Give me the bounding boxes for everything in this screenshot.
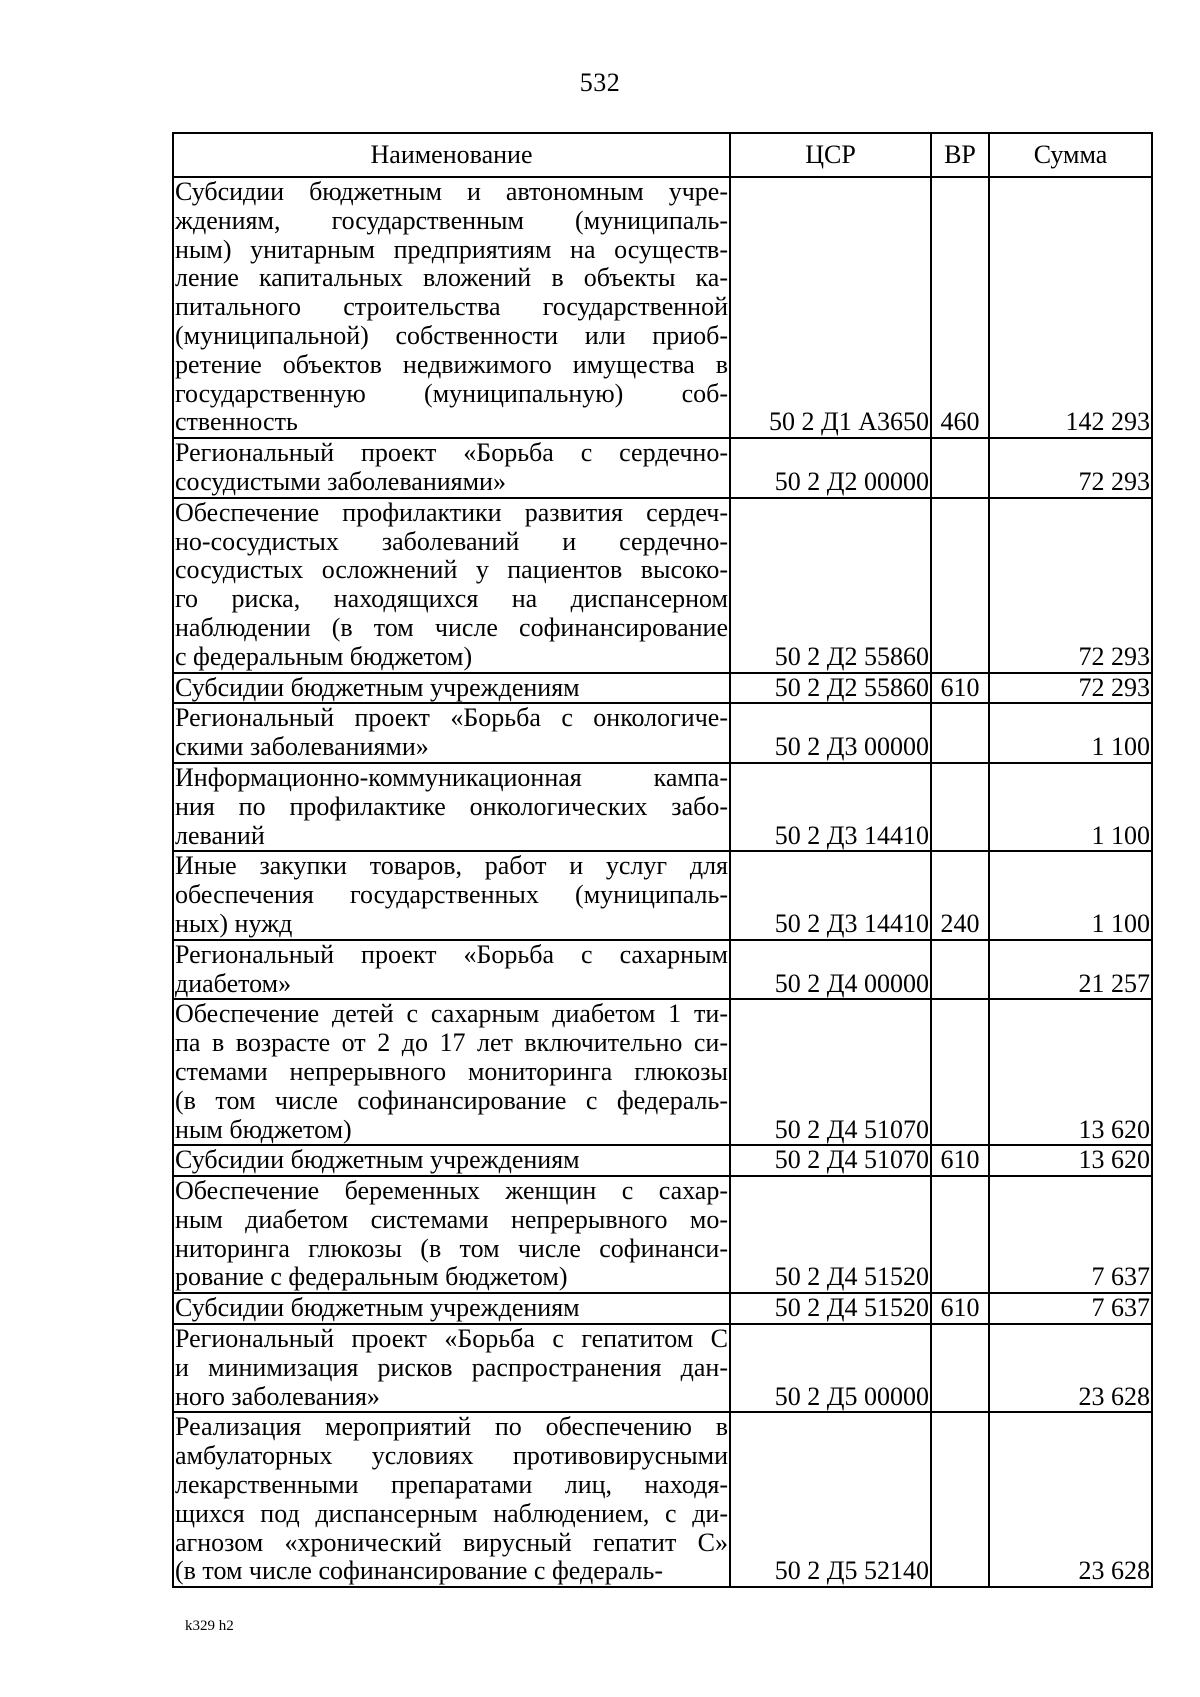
- row-vr-cell: [931, 438, 989, 498]
- row-name-line: питального строительства государственной: [175, 292, 728, 322]
- row-csr-cell: 50 2 Д2 55860: [730, 673, 931, 704]
- row-sum-cell: 23 628: [989, 1412, 1152, 1587]
- row-name-line: Субсидии бюджетным и автономным учре-: [175, 177, 728, 206]
- row-sum-cell: 142 293: [989, 177, 1152, 438]
- row-name-cell: [173, 999, 730, 1145]
- row-name-line: с федеральным бюджетом): [175, 641, 473, 671]
- row-csr-cell: 50 2 Д4 51520: [730, 1293, 931, 1324]
- row-csr-cell: 50 2 Д5 52140: [730, 1412, 931, 1587]
- row-name-line: ного заболевания»: [175, 1381, 380, 1411]
- row-vr-cell: 240: [931, 851, 989, 939]
- row-csr-cell: 50 2 Д4 51070: [730, 999, 931, 1145]
- row-name-line: ственность: [175, 407, 298, 437]
- row-csr-cell: 50 2 Д5 00000: [730, 1324, 931, 1412]
- row-vr-cell: 610: [931, 1293, 989, 1324]
- row-name-line: щихся под диспансерным наблюдением, с ди-: [175, 1498, 728, 1528]
- row-name-line: ных) нужд: [175, 908, 293, 938]
- row-name-line: ниторинга глюкозы (в том числе софинанси-: [175, 1233, 728, 1263]
- row-sum-cell: 13 620: [989, 999, 1152, 1145]
- row-name-line: Региональный проект «Борьба с гепатитом С: [175, 1324, 728, 1354]
- table-row: [173, 851, 1152, 939]
- row-name-line: Информационно-коммуникационная кампа-: [175, 762, 728, 792]
- table-row: [173, 763, 1152, 851]
- table-row: [173, 1176, 1152, 1293]
- row-name-cell: [173, 498, 730, 673]
- row-name-cell: [173, 1324, 730, 1412]
- row-name-line: стемами непрерывного мониторинга глюкозы: [175, 1056, 728, 1086]
- table-header-row: [173, 133, 1152, 177]
- row-name-line: ление капитальных вложений в объекты ка-: [175, 263, 728, 293]
- row-sum-cell: 72 293: [989, 673, 1152, 704]
- row-name-line: (в том числе софинансирование с федераль-: [175, 1085, 728, 1115]
- row-csr-cell: 50 2 Д4 51070: [730, 1145, 931, 1176]
- row-csr-cell: 50 2 Д2 55860: [730, 498, 931, 673]
- row-sum-cell: 23 628: [989, 1324, 1152, 1412]
- row-name-line: (в том числе софинансирование с федераль-: [175, 1556, 664, 1586]
- row-name-line: рование с федеральным бюджетом): [175, 1262, 568, 1292]
- row-name-line: ным бюджетом): [175, 1114, 352, 1144]
- row-name-line: ждениям, государственным (муниципаль-: [175, 205, 728, 235]
- table-row: [173, 1145, 1152, 1176]
- row-name-cell: [173, 177, 730, 438]
- row-sum-cell: 72 293: [989, 498, 1152, 673]
- row-name-line: государственную (муниципальную) соб-: [175, 378, 728, 408]
- row-sum-cell: 7 637: [989, 1293, 1152, 1324]
- row-name-line: Региональный проект «Борьба с сахарным: [175, 939, 728, 969]
- row-name-cell: [173, 1176, 730, 1293]
- header-sum: Сумма: [989, 133, 1152, 177]
- row-sum-cell: 21 257: [989, 940, 1152, 1000]
- table-row: [173, 1324, 1152, 1412]
- row-name-cell: [173, 851, 730, 939]
- row-sum-cell: 7 637: [989, 1176, 1152, 1293]
- row-name-cell: [173, 1412, 730, 1587]
- row-sum-cell: 1 100: [989, 703, 1152, 763]
- row-name-line: сосудистых осложнений у пациентов высоко-: [175, 555, 728, 585]
- row-vr-cell: [931, 1176, 989, 1293]
- row-name-cell: [173, 1293, 730, 1324]
- page-number: 532: [579, 68, 621, 97]
- row-vr-cell: 610: [931, 1145, 989, 1176]
- row-name-cell: [173, 1145, 730, 1176]
- table-row: [173, 438, 1152, 498]
- row-csr-cell: 50 2 Д2 00000: [730, 438, 931, 498]
- row-csr-cell: 50 2 Д4 00000: [730, 940, 931, 1000]
- row-vr-cell: [931, 703, 989, 763]
- row-name-cell: [173, 703, 730, 763]
- row-sum-cell: 72 293: [989, 438, 1152, 498]
- row-sum-cell: 1 100: [989, 851, 1152, 939]
- row-name-line: Обеспечение профилактики развития сердеч-: [175, 497, 728, 527]
- table-row: [173, 999, 1152, 1145]
- row-vr-cell: [931, 1324, 989, 1412]
- table-row: [173, 673, 1152, 704]
- row-name-cell: [173, 673, 730, 704]
- row-name-line: лекарственными препаратами лиц, находя-: [175, 1470, 728, 1500]
- header-csr: ЦСР: [730, 133, 931, 177]
- row-name-line: Обеспечение беременных женщин с сахар-: [175, 1176, 728, 1206]
- row-name-line: Региональный проект «Борьба с онкологиче-: [175, 703, 728, 733]
- table-row: [173, 1412, 1152, 1587]
- row-name-line: па в возрасте от 2 до 17 лет включительно си-: [175, 1028, 728, 1058]
- row-name-line: ным диабетом системами непрерывного мо-: [175, 1204, 728, 1234]
- row-vr-cell: [931, 498, 989, 673]
- row-sum-cell: 13 620: [989, 1145, 1152, 1176]
- row-name-line: Субсидии бюджетным учреждениям: [175, 1293, 580, 1323]
- row-vr-cell: [931, 999, 989, 1145]
- row-name-line: амбулаторных условиях противовирусными: [175, 1441, 728, 1471]
- row-name-line: сосудистыми заболеваниями»: [175, 466, 506, 496]
- table-row: [173, 940, 1152, 1000]
- row-name-line: ным) унитарным предприятиям на осуществ-: [175, 234, 728, 264]
- header-vr: ВР: [931, 133, 989, 177]
- row-csr-cell: 50 2 Д3 14410: [730, 851, 931, 939]
- row-name-line: скими заболеваниями»: [175, 732, 429, 762]
- row-vr-cell: [931, 940, 989, 1000]
- row-name-cell: [173, 763, 730, 851]
- row-csr-cell: 50 2 Д3 00000: [730, 703, 931, 763]
- row-name-line: Субсидии бюджетным учреждениям: [175, 1145, 580, 1175]
- row-name-line: обеспечения государственных (муниципаль-: [175, 880, 728, 910]
- row-vr-cell: [931, 1412, 989, 1587]
- document-code: k329 h2: [185, 1618, 234, 1634]
- row-name-line: ретение объектов недвижимого имущества в: [175, 349, 728, 379]
- row-name-line: Обеспечение детей с сахарным диабетом 1 ти-: [175, 999, 728, 1029]
- header-name: Наименование: [173, 133, 730, 177]
- row-vr-cell: 610: [931, 673, 989, 704]
- row-name-line: агнозом «хронический вирусный гепатит С»: [175, 1527, 728, 1557]
- row-name-line: (муниципальной) собственности или приоб-: [175, 320, 728, 350]
- row-name-line: ния по профилактике онкологических забо-: [175, 791, 728, 821]
- row-vr-cell: [931, 763, 989, 851]
- table-row: [173, 177, 1152, 438]
- row-name-cell: [173, 940, 730, 1000]
- row-name-line: Субсидии бюджетным учреждениям: [175, 672, 580, 702]
- row-name-line: наблюдении (в том числе софинансирование: [175, 612, 728, 642]
- row-sum-cell: 1 100: [989, 763, 1152, 851]
- row-csr-cell: 50 2 Д4 51520: [730, 1176, 931, 1293]
- row-csr-cell: 50 2 Д3 14410: [730, 763, 931, 851]
- row-name-line: Реализация мероприятий по обеспечению в: [175, 1412, 728, 1442]
- row-name-line: леваний: [175, 820, 265, 850]
- table-row: [173, 498, 1152, 673]
- row-name-line: Региональный проект «Борьба с сердечно-: [175, 438, 728, 468]
- budget-table: [172, 132, 1153, 1588]
- table-body: [173, 177, 1152, 1587]
- row-name-line: и минимизация рисков распространения дан-: [175, 1352, 728, 1382]
- row-name-line: го риска, находящихся на диспансерном: [175, 584, 728, 614]
- table-row: [173, 1293, 1152, 1324]
- row-csr-cell: 50 2 Д1 А3650: [730, 177, 931, 438]
- row-name-line: диабетом»: [175, 968, 292, 998]
- row-name-line: но-сосудистых заболеваний и сердечно-: [175, 526, 728, 556]
- table-row: [173, 703, 1152, 763]
- row-name-cell: [173, 438, 730, 498]
- row-name-line: Иные закупки товаров, работ и услуг для: [175, 851, 728, 881]
- row-vr-cell: 460: [931, 177, 989, 438]
